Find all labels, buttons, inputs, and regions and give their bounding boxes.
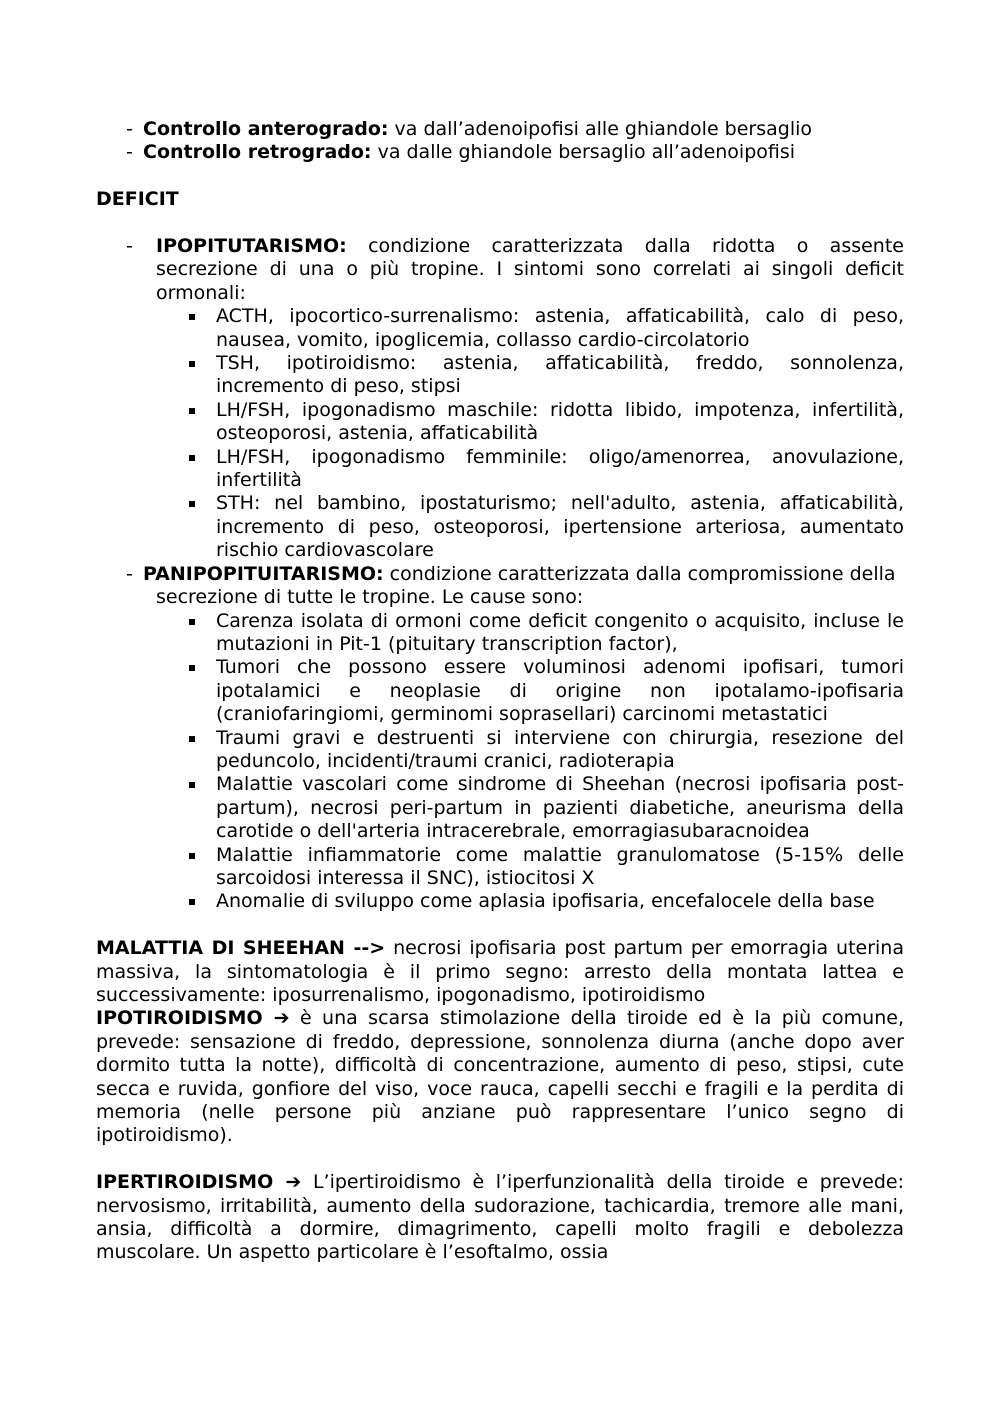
arrow-icon: ➔ [273, 1007, 290, 1030]
deficit-heading: DEFICIT [96, 188, 179, 211]
list-item-anomalie: Anomalie di sviluppo come aplasia ipofisaria, encefalocele della base [216, 890, 904, 913]
term-panipopituitarismo: PANIPOPITUITARISMO: [143, 562, 384, 585]
ipopituitarismo-paragraph [156, 235, 904, 305]
spacer [96, 1148, 904, 1171]
ipopituitarismo-deficits-list [96, 305, 904, 562]
ipotiroidismo-paragraph [96, 1007, 904, 1147]
dash-bullet: - [126, 235, 133, 257]
term-retrograde: Controllo retrogrado: [143, 141, 372, 164]
text-ipopituitarismo: condizione caratterizzata dalla ridotta o assente secrezione di una o più tropine. I sintomi sono correlati ai singoli deficit ormonali: [156, 235, 904, 304]
sheehan-paragraph [96, 937, 904, 1007]
list-item-tumori: Tumori che possono essere voluminosi adenomi ipofisari, tumori ipotalamici e neoplasie di origine non ipotalamo-ipofisaria (craniofaringiomi, germinomi soprasellari) carcinomi metastatici [216, 656, 904, 726]
document-content [96, 118, 904, 1265]
list-item-sth: STH: nel bambino, ipostaturismo; nell'adulto, astenia, affaticabilità, incremento di peso, osteoporosi, ipertensione arteriosa, aumentato rischio cardiovascolare [216, 492, 904, 562]
text-anterograde: va dall’adenoipofisi alle ghiandole bersaglio [388, 118, 813, 140]
control-list [96, 118, 904, 165]
term-ipertiroidismo: IPERTIROIDISMO [96, 1171, 286, 1194]
list-item-malattie-infiammatorie: Malattie infiammatorie come malattie granulomatose (5-15% delle sarcoidosi interessa il SNC), istiocitosi X [216, 843, 904, 889]
panipopituitarismo-causes-list [96, 610, 904, 914]
list-item-retrograde [96, 141, 904, 164]
dash-bullet: - [126, 118, 133, 140]
list-item-acth: ACTH, ipocortico-surrenalismo: astenia, affaticabilità, calo di peso, nausea, vomito, ipoglicemia, collasso cardio-circolatorio [216, 305, 904, 351]
deficit-list [96, 235, 904, 305]
dash-bullet: - [126, 562, 133, 585]
list-item-traumi: Traumi gravi e destruenti si interviene con chirurgia, resezione del peduncolo, incidenti/traumi cranici, radioterapia [216, 726, 904, 772]
list-item-lh-fsh-male: LH/FSH, ipogonadismo maschile: ridotta libido, impotenza, infertilità, osteoporosi, astenia, affaticabilità [216, 398, 904, 445]
list-item-carenza: Carenza isolata di ormoni come deficit congenito o acquisito, incluse le mutazioni in Pit-1 (pituitary transcription factor), [216, 609, 904, 655]
spacer [96, 212, 904, 235]
term-anterograde: Controllo anterogrado: [143, 118, 389, 140]
text-panipopituitarismo: condizione caratterizzata dalla compromissione della secrezione di tutte le tropine. Le cause sono: [156, 562, 896, 609]
term-sheehan: MALATTIA DI SHEEHAN --> [96, 937, 386, 960]
text-retrograde: va dalle ghiandole bersaglio all’adenoipofisi [371, 141, 796, 164]
spacer [96, 914, 904, 937]
dash-bullet: - [126, 141, 133, 164]
list-item-ipopituitarismo [96, 235, 904, 305]
term-ipopituitarismo: IPOPITUTARISMO: [156, 235, 347, 257]
spacer [96, 165, 904, 188]
list-item-panipopituitarismo [96, 563, 904, 610]
list-item-anterograde [96, 118, 904, 141]
arrow-icon: ➔ [285, 1171, 302, 1194]
panipopituitarismo-list [96, 563, 904, 610]
text-ipertiroidismo: L’ipertiroidismo è l’iperfunzionalità della tiroide e prevede: nervosismo, irritabilità, aumento della sudorazione, tachicardia, tremore alle mani, ansia, difficoltà a dormire, dimagrimento, capelli molto fragili e debolezza muscolare. Un aspetto particolare è l’esoftalmo, ossia [96, 1171, 904, 1264]
text-ipotiroidismo: è una scarsa stimolazione della tiroide ed è la più comune, prevede: sensazione di freddo, depressione, sonnolenza diurna (anche dopo aver dormito tutta la notte), difficoltà di concentrazione, aumento di peso, stipsi, cute secca e ruvida, gonfiore del viso, voce rauca, capelli secchi e fragili e la perdita di memoria (nelle persone più anziane può rappresentare l’unico segno di ipotiroidismo). [96, 1007, 904, 1147]
list-item-tsh: TSH, ipotiroidismo: astenia, affaticabilità, freddo, sonnolenza, incremento di peso, stipsi [216, 352, 904, 398]
ipertiroidismo-paragraph [96, 1171, 904, 1265]
term-ipotiroidismo: IPOTIROIDISMO [96, 1007, 274, 1030]
list-item-malattie-vascolari: Malattie vascolari come sindrome di Sheehan (necrosi ipofisaria post-partum), necrosi peri-partum in pazienti diabetiche, aneurisma della carotide o dell'arteria intracerebrale, emorragiasubaracnoidea [216, 773, 904, 843]
list-item-lh-fsh-female: LH/FSH, ipogonadismo femminile: oligo/amenorrea, anovulazione, infertilità [216, 445, 904, 492]
text-sheehan: necrosi ipofisaria post partum per emorragia uterina massiva, la sintomatologia è il primo segno: arresto della montata lattea e successivamente: iposurrenalismo, ipogonadismo, ipotiroidismo [96, 937, 904, 1006]
